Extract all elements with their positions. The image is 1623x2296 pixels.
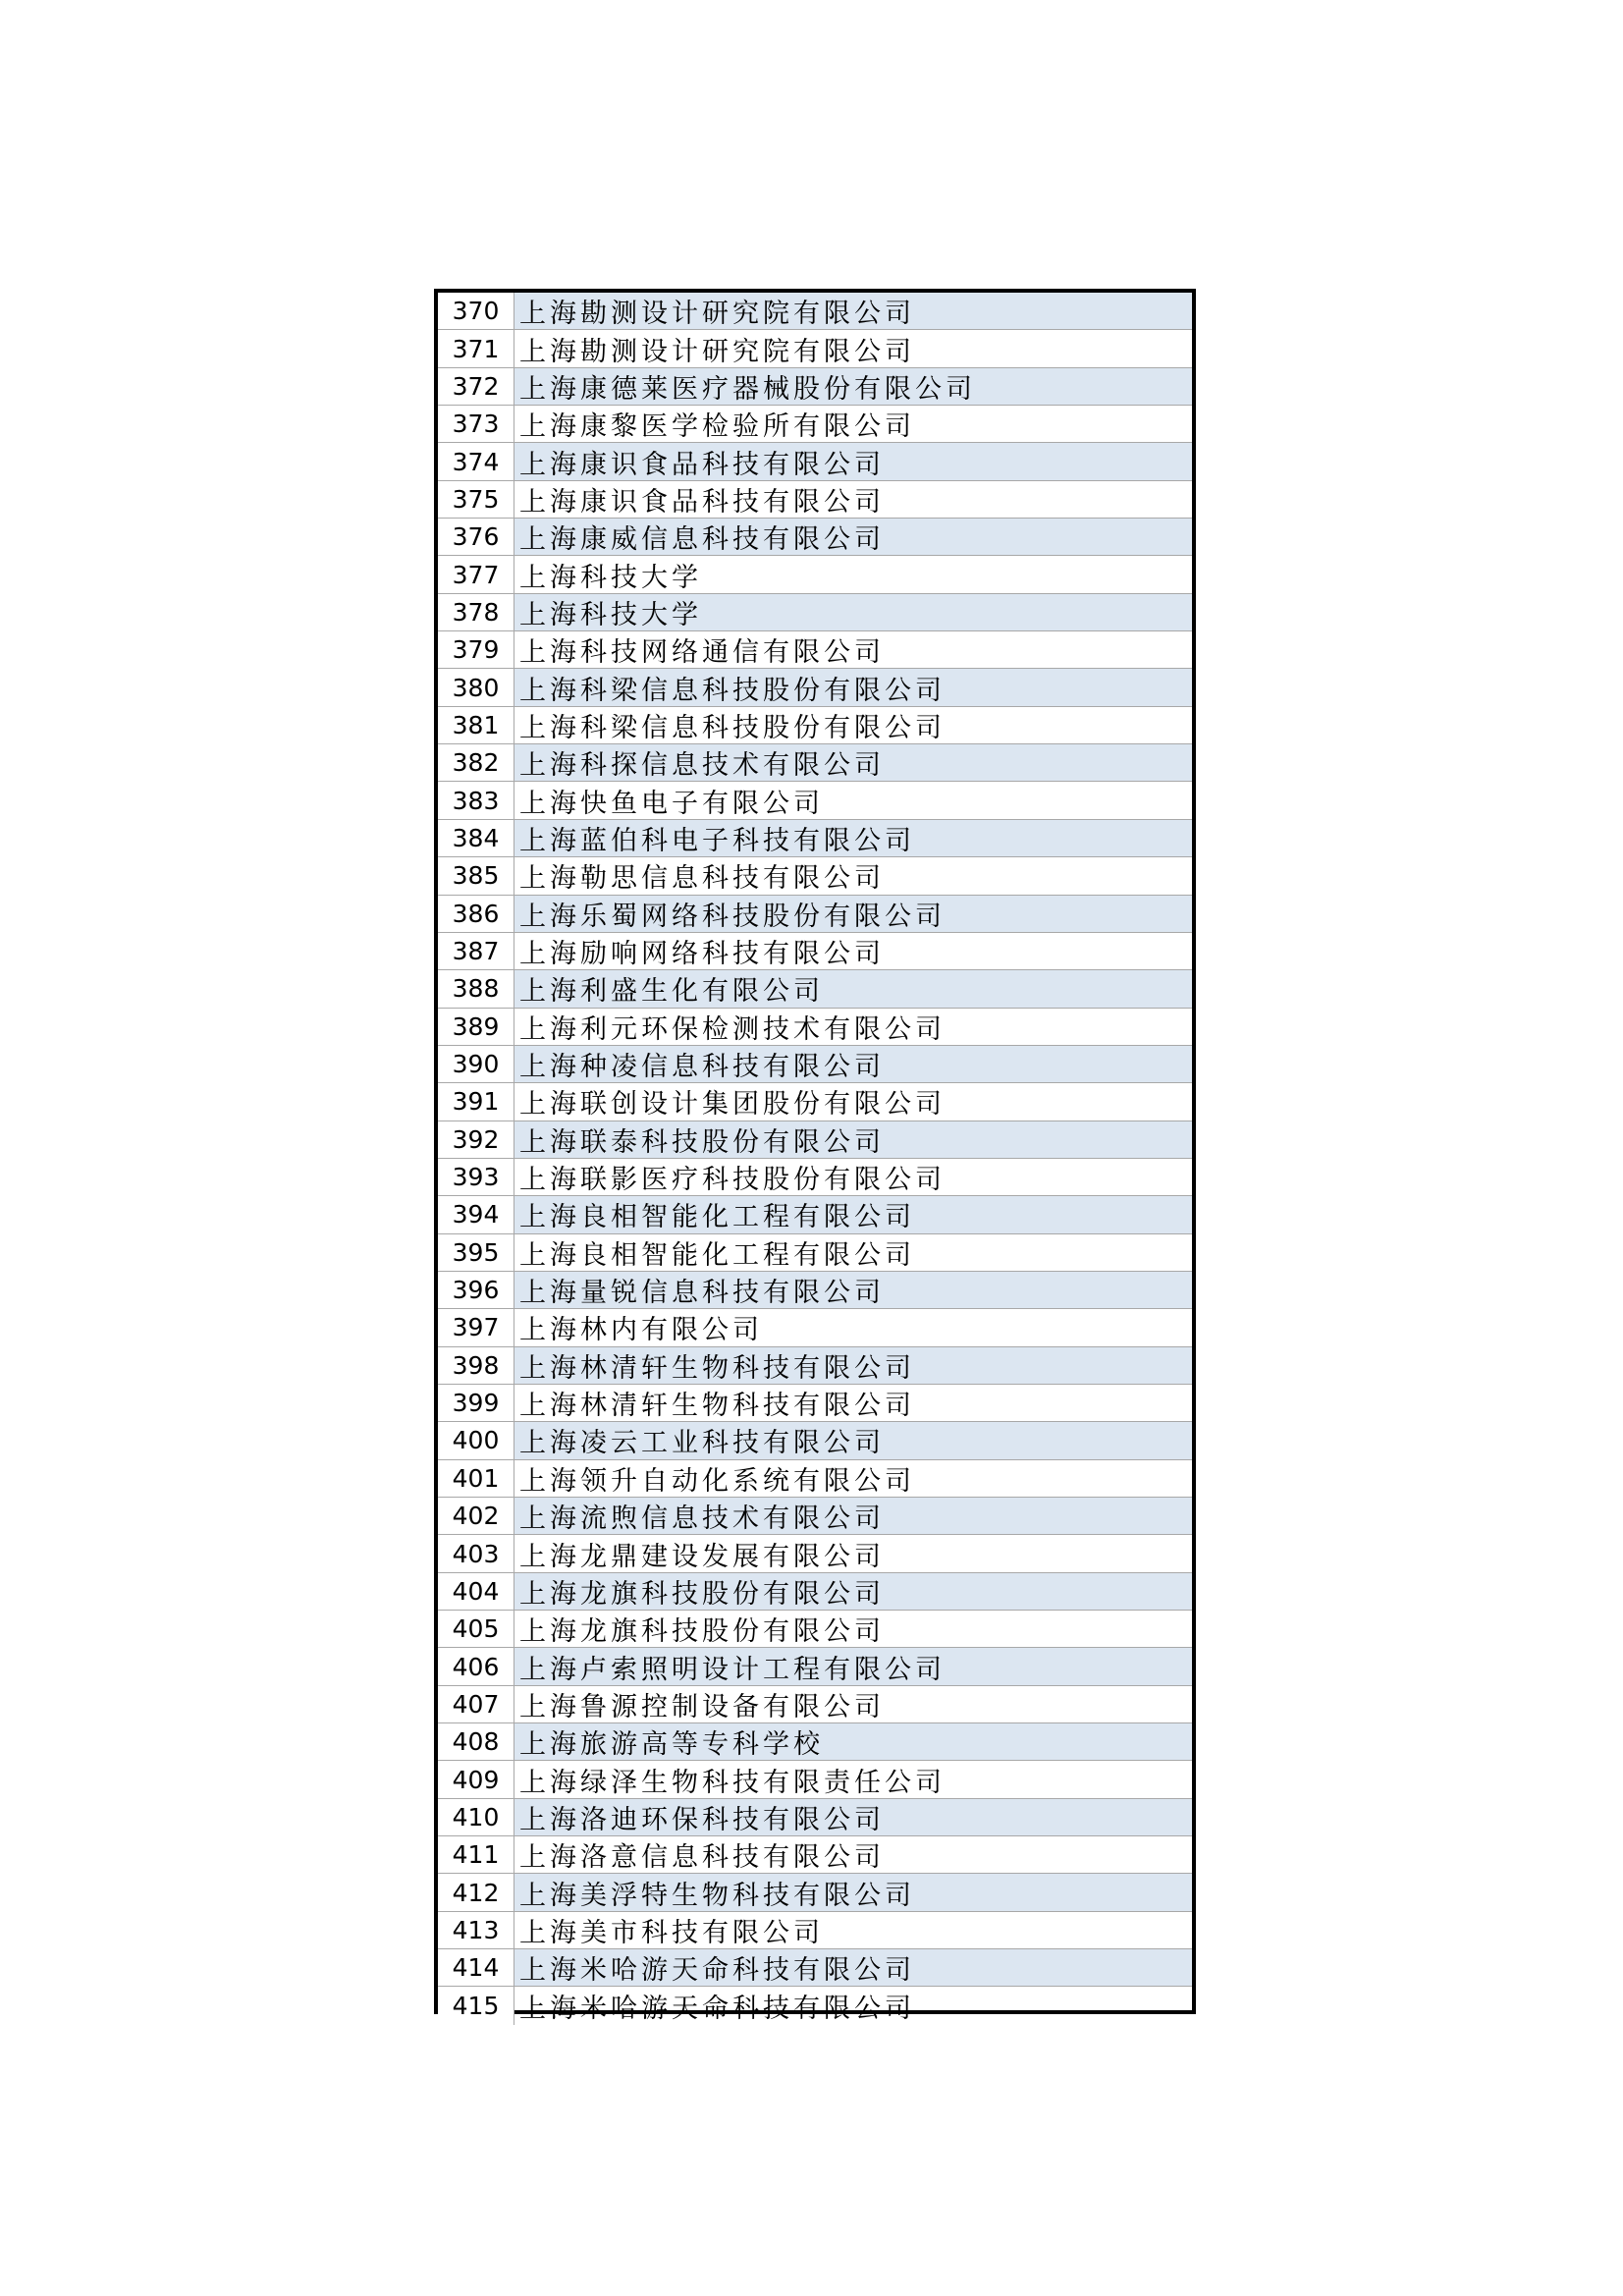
- row-number: 386: [438, 896, 514, 932]
- company-name: 上海流煦信息技术有限公司: [514, 1498, 1192, 1534]
- row-number: 383: [438, 782, 514, 818]
- table-row: [438, 1723, 1192, 1761]
- table-row: [438, 820, 1192, 857]
- row-number: 388: [438, 970, 514, 1007]
- company-name: 上海林清轩生物科技有限公司: [519, 1391, 915, 1422]
- table-row: [438, 481, 1192, 519]
- table-row: [438, 631, 1192, 669]
- company-name: 上海联泰科技股份有限公司: [514, 1121, 1192, 1158]
- row-number: 392: [438, 1121, 514, 1158]
- table-row: [438, 896, 1192, 933]
- row-number: 377: [438, 556, 514, 592]
- company-name: 上海龙旗科技股份有限公司: [514, 1573, 1192, 1610]
- row-number: 370: [438, 293, 514, 329]
- table-body: [438, 293, 1192, 2025]
- row-number: 381: [438, 707, 514, 743]
- company-name: 上海利盛生化有限公司: [514, 970, 1192, 1007]
- company-name: 上海科技网络通信有限公司: [519, 637, 885, 669]
- row-number: 393: [438, 1159, 514, 1195]
- table-row: [438, 330, 1192, 367]
- table-row: [438, 368, 1192, 406]
- row-number: 378: [438, 594, 514, 630]
- row-number: 407: [438, 1686, 514, 1722]
- company-name: 上海康识食品科技有限公司: [519, 486, 885, 518]
- company-name: 上海种凌信息科技有限公司: [514, 1046, 1192, 1082]
- company-name: 上海勒思信息科技有限公司: [519, 863, 885, 895]
- row-number: 396: [438, 1272, 514, 1308]
- row-number: 375: [438, 481, 514, 518]
- table-row: [438, 1009, 1192, 1046]
- row-number: 408: [438, 1723, 514, 1760]
- table-row: [438, 857, 1192, 895]
- table-row: [438, 744, 1192, 782]
- row-number: 371: [438, 330, 514, 366]
- row-number: 373: [438, 406, 514, 442]
- table-row: [438, 406, 1192, 443]
- company-name: 上海科技大学: [514, 594, 1192, 630]
- row-number: 410: [438, 1799, 514, 1835]
- company-name: 上海联创设计集团股份有限公司: [519, 1089, 946, 1121]
- row-number: 409: [438, 1761, 514, 1797]
- company-name: 上海励响网络科技有限公司: [519, 939, 885, 970]
- company-name: 上海乐蜀网络科技股份有限公司: [514, 896, 1192, 932]
- row-number: 404: [438, 1573, 514, 1610]
- company-name: 上海快鱼电子有限公司: [519, 788, 824, 819]
- row-number: 390: [438, 1046, 514, 1082]
- row-number: 406: [438, 1648, 514, 1684]
- row-number: 379: [438, 631, 514, 668]
- table-row: [438, 1309, 1192, 1346]
- table-row: [438, 1912, 1192, 1949]
- company-name: 上海科梁信息科技股份有限公司: [519, 712, 946, 743]
- table-row: [438, 1573, 1192, 1611]
- company-name: 上海绿泽生物科技有限责任公司: [519, 1767, 946, 1798]
- table-row: [438, 1121, 1192, 1159]
- row-number: 374: [438, 443, 514, 479]
- table-row: [438, 1535, 1192, 1572]
- company-name: 上海洛意信息科技有限公司: [519, 1842, 885, 1874]
- table-row: [438, 1272, 1192, 1309]
- company-name: 上海量锐信息科技有限公司: [514, 1272, 1192, 1308]
- company-name: 上海美市科技有限公司: [519, 1917, 824, 1948]
- company-name: 上海蓝伯科电子科技有限公司: [514, 820, 1192, 856]
- table-row: [438, 669, 1192, 706]
- row-number: 395: [438, 1234, 514, 1271]
- row-number: 380: [438, 669, 514, 705]
- table-row: [438, 1648, 1192, 1685]
- table-row: [438, 1686, 1192, 1723]
- table-row: [438, 1234, 1192, 1272]
- row-number: 385: [438, 857, 514, 894]
- company-name: 上海龙鼎建设发展有限公司: [519, 1541, 885, 1572]
- table-row: [438, 1987, 1192, 2024]
- table-row: [438, 1836, 1192, 1874]
- company-name: 上海康黎医学检验所有限公司: [519, 411, 915, 443]
- company-name: 上海科技大学: [519, 562, 702, 593]
- row-number: 413: [438, 1912, 514, 1948]
- table-row: [438, 970, 1192, 1008]
- table-row: [438, 1422, 1192, 1459]
- company-name: 上海科梁信息科技股份有限公司: [514, 669, 1192, 705]
- table-row: [438, 707, 1192, 744]
- row-number: 399: [438, 1385, 514, 1421]
- company-name: 上海旅游高等专科学校: [514, 1723, 1192, 1760]
- row-number: 384: [438, 820, 514, 856]
- company-name: 上海凌云工业科技有限公司: [514, 1422, 1192, 1458]
- row-number: 403: [438, 1535, 514, 1571]
- table-row: [438, 1761, 1192, 1798]
- table-row: [438, 1460, 1192, 1498]
- row-number: 402: [438, 1498, 514, 1534]
- company-name: 上海利元环保检测技术有限公司: [519, 1013, 946, 1045]
- table-row: [438, 1498, 1192, 1535]
- company-name: 上海米哈游天命科技有限公司: [514, 1949, 1192, 1986]
- row-number: 412: [438, 1874, 514, 1910]
- company-name: 上海卢索照明设计工程有限公司: [514, 1648, 1192, 1684]
- row-number: 415: [438, 1987, 514, 2024]
- row-number: 411: [438, 1836, 514, 1873]
- table-row: [438, 556, 1192, 593]
- company-name: 上海良相智能化工程有限公司: [519, 1239, 915, 1271]
- row-number: 401: [438, 1460, 514, 1497]
- company-name: 上海康威信息科技有限公司: [514, 519, 1192, 555]
- table-row: [438, 1083, 1192, 1121]
- table-row: [438, 1385, 1192, 1422]
- row-number: 376: [438, 519, 514, 555]
- table-row: [438, 1611, 1192, 1648]
- table-row: [438, 1874, 1192, 1911]
- row-number: 391: [438, 1083, 514, 1120]
- row-number: 400: [438, 1422, 514, 1458]
- row-number: 372: [438, 368, 514, 405]
- company-name: 上海康德莱医疗器械股份有限公司: [514, 368, 1192, 405]
- company-name: 上海龙旗科技股份有限公司: [519, 1616, 885, 1648]
- table-row: [438, 1159, 1192, 1196]
- company-name: 上海康识食品科技有限公司: [514, 443, 1192, 479]
- row-number: 414: [438, 1949, 514, 1986]
- table-row: [438, 519, 1192, 556]
- table-row: [438, 293, 1192, 330]
- company-name: 上海勘测设计研究院有限公司: [514, 293, 1192, 329]
- company-name: 上海鲁源控制设备有限公司: [519, 1691, 885, 1722]
- table-row: [438, 1046, 1192, 1083]
- company-name: 上海勘测设计研究院有限公司: [519, 336, 915, 367]
- table-row: [438, 594, 1192, 631]
- row-number: 394: [438, 1196, 514, 1232]
- company-name: 上海美浮特生物科技有限公司: [514, 1874, 1192, 1910]
- table-row: [438, 1196, 1192, 1233]
- table-row: [438, 782, 1192, 819]
- company-name: 上海洛迪环保科技有限公司: [514, 1799, 1192, 1835]
- company-name: 上海领升自动化系统有限公司: [519, 1465, 915, 1497]
- company-name: 上海科探信息技术有限公司: [514, 744, 1192, 781]
- table-row: [438, 933, 1192, 970]
- table-row: [438, 1347, 1192, 1385]
- row-number: 405: [438, 1611, 514, 1647]
- company-name: 上海良相智能化工程有限公司: [514, 1196, 1192, 1232]
- company-table: [434, 289, 1196, 2025]
- table-row: [438, 1949, 1192, 1987]
- row-number: 398: [438, 1347, 514, 1384]
- table-row: [438, 443, 1192, 480]
- company-name: 上海林内有限公司: [519, 1315, 763, 1346]
- row-number: 387: [438, 933, 514, 969]
- company-name: 上海林清轩生物科技有限公司: [514, 1347, 1192, 1384]
- company-name: 上海米哈游天命科技有限公司: [519, 1994, 915, 2025]
- row-number: 397: [438, 1309, 514, 1345]
- row-number: 389: [438, 1009, 514, 1045]
- row-number: 382: [438, 744, 514, 781]
- table-row: [438, 1799, 1192, 1836]
- company-name: 上海联影医疗科技股份有限公司: [519, 1165, 946, 1196]
